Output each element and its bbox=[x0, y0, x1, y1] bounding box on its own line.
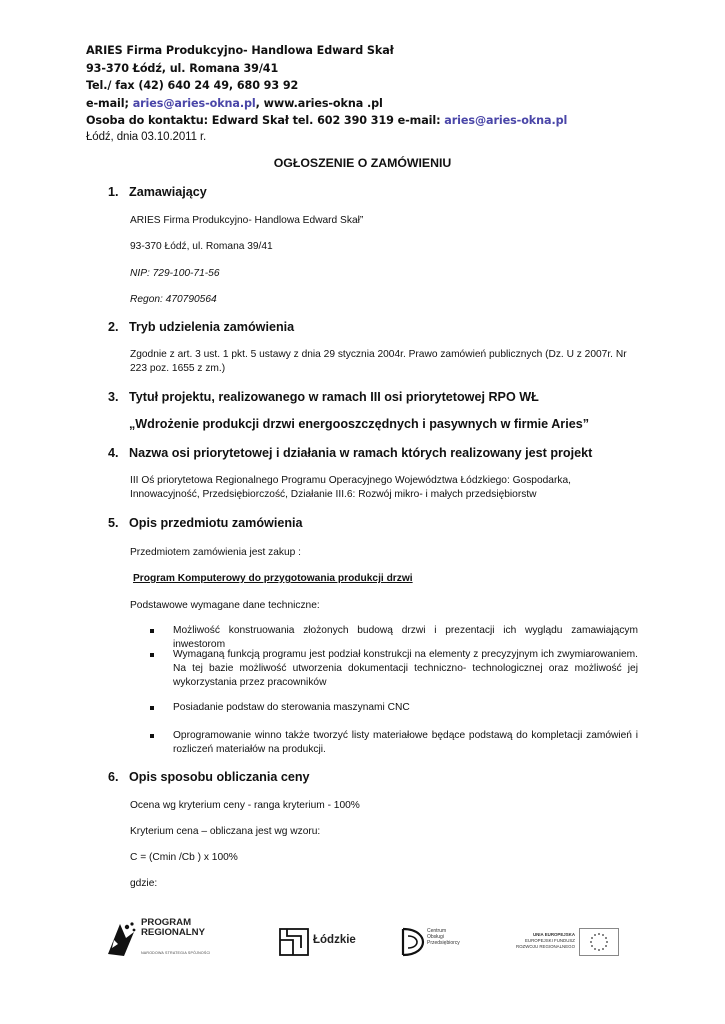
buyer-address: 93-370 Łódź, ul. Romana 39/41 bbox=[130, 241, 273, 252]
bullet-text: Wymaganą funkcją programu jest podział konstrukcji na elementy z precyzyjnym ich zwymiarowaniem. Na tej bazie możliwość utworzenia dokumentacji techniczno- technologicznej oraz możliwość jej wykorzystania przez pracowników bbox=[173, 649, 638, 688]
eu-label bbox=[475, 932, 575, 950]
buyer-company: ARIES Firma Produkcyjno- Handlowa Edward Skał” bbox=[130, 215, 364, 226]
program-line: PROGRAM bbox=[141, 917, 192, 928]
buyer-regon: Regon: 470790564 bbox=[130, 294, 217, 305]
bullet-marker bbox=[150, 629, 154, 633]
order-item: Program Komputerowy do przygotowania produkcji drzwi bbox=[133, 573, 413, 584]
formula-where: gdzie: bbox=[130, 878, 158, 889]
section-number: 6. bbox=[108, 770, 119, 784]
contact-line bbox=[86, 112, 686, 130]
order-intro: Przedmiotem zamówienia jest zakup : bbox=[130, 547, 301, 558]
document-date: Łódź, dnia 03.10.2011 r. bbox=[86, 130, 207, 143]
www-text: , www.aries-okna .pl bbox=[255, 96, 383, 110]
eu-flag-icon bbox=[579, 928, 619, 956]
program-regionalny-logo-icon bbox=[104, 918, 138, 958]
buyer-nip: NIP: 729-100-71-56 bbox=[130, 268, 220, 279]
bullet-text: Posiadanie podstaw do sterowania maszynami CNC bbox=[173, 702, 410, 713]
contact-email-link[interactable]: aries@aries-okna.pl bbox=[444, 114, 568, 127]
company-phone: Tel./ fax (42) 640 24 49, 680 93 92 bbox=[86, 79, 299, 92]
email-prefix: e-mail; bbox=[86, 96, 133, 110]
document-title: OGŁOSZENIE O ZAMÓWIENIU bbox=[273, 156, 452, 170]
section-number: 2. bbox=[108, 320, 119, 334]
section-title: Zamawiający bbox=[129, 185, 207, 199]
priority-axis-text: III Oś priorytetowa Regionalnego Programu Operacyjnego Województwa Łódzkiego: Gospodarka, Innowacyjność, Przedsiębiorczość, Działanie III.6: Rozwój mikro- i małych przedsiębiorstw bbox=[130, 475, 571, 500]
section-3-heading bbox=[108, 390, 539, 404]
section-4-heading bbox=[108, 446, 592, 460]
bullet-marker bbox=[150, 734, 154, 738]
criterion-formula-intro: Kryterium cena – obliczana jest wg wzoru: bbox=[130, 826, 321, 837]
lodzkie-logo-icon bbox=[279, 928, 309, 956]
section-title: Opis przedmiotu zamówienia bbox=[129, 516, 303, 530]
section-number: 3. bbox=[108, 390, 119, 404]
cop-line-2: Obsługi bbox=[427, 934, 444, 940]
criterion-line: Ocena wg kryterium ceny - ranga kryterium - 100% bbox=[130, 800, 360, 811]
company-email-line bbox=[86, 95, 686, 113]
program-regionalny-label bbox=[141, 918, 205, 938]
regionalny-line: REGIONALNY bbox=[141, 927, 205, 938]
section-title: Tytuł projektu, realizowanego w ramach III osi priorytetowej RPO WŁ bbox=[129, 390, 539, 404]
lodzkie-label: Łódzkie bbox=[313, 934, 356, 946]
eu-line-2: EUROPEJSKI FUNDUSZ bbox=[524, 938, 575, 943]
procedure-text: Zgodnie z art. 3 ust. 1 pkt. 5 ustawy z dnia 29 stycznia 2004r. Prawo zamówień publicznych (Dz. U z 2007r. Nr 223 poz. 1655 z zm.) bbox=[130, 349, 627, 374]
eu-line-3: ROZWOJU REGIONALNEGO bbox=[515, 944, 575, 949]
eu-line-1: UNIA EUROPEJSKA bbox=[532, 932, 575, 937]
email-link[interactable]: aries@aries-okna.pl bbox=[132, 96, 256, 110]
section-number: 5. bbox=[108, 516, 119, 530]
bullet-marker bbox=[150, 706, 154, 710]
section-title: Opis sposobu obliczania ceny bbox=[129, 770, 310, 784]
company-name: ARIES Firma Produkcyjno- Handlowa Edward Skał bbox=[86, 44, 394, 57]
section-5-heading bbox=[108, 516, 303, 530]
section-title: Tryb udzielenia zamówienia bbox=[129, 320, 295, 334]
centrum-obslugi-logo-icon bbox=[397, 926, 425, 958]
cop-line-1: Centrum bbox=[427, 928, 447, 934]
contact-prefix: Osoba do kontaktu: Edward Skał tel. 602 390 319 e-mail: bbox=[86, 114, 445, 127]
section-6-heading bbox=[108, 770, 310, 784]
centrum-obslugi-label bbox=[427, 928, 460, 946]
company-address: 93-370 Łódź, ul. Romana 39/41 bbox=[86, 61, 279, 75]
section-title: Nazwa osi priorytetowej i działania w ramach których realizowany jest projekt bbox=[129, 446, 593, 460]
requirements-label: Podstawowe wymagane dane techniczne: bbox=[130, 600, 320, 611]
section-number: 1. bbox=[108, 185, 119, 199]
section-1-heading bbox=[108, 185, 207, 199]
bullet-text: Oprogramowanie winno także tworzyć listy materiałowe będące podstawą do kompletacji zamówień i rozliczeń materiałów na produkcji. bbox=[173, 730, 638, 755]
price-formula: C = (Cmin /Cb ) x 100% bbox=[130, 852, 238, 863]
section-number: 4. bbox=[108, 446, 119, 460]
letterhead bbox=[86, 42, 686, 145]
cop-line-3: Przedsiębiorcy bbox=[427, 940, 460, 946]
project-title: „Wdrożenie produkcji drzwi energooszczędnych i pasywnych w firmie Aries” bbox=[129, 417, 590, 431]
section-2-heading bbox=[108, 320, 294, 334]
program-subtitle: NARODOWA STRATEGIA SPÓJNOŚCI bbox=[141, 951, 211, 955]
bullet-text: Możliwość konstruowania złożonych budową drzwi i prezentacji ich wyglądu zamawiającym inwestorom bbox=[173, 625, 638, 650]
bullet-marker bbox=[150, 653, 154, 657]
